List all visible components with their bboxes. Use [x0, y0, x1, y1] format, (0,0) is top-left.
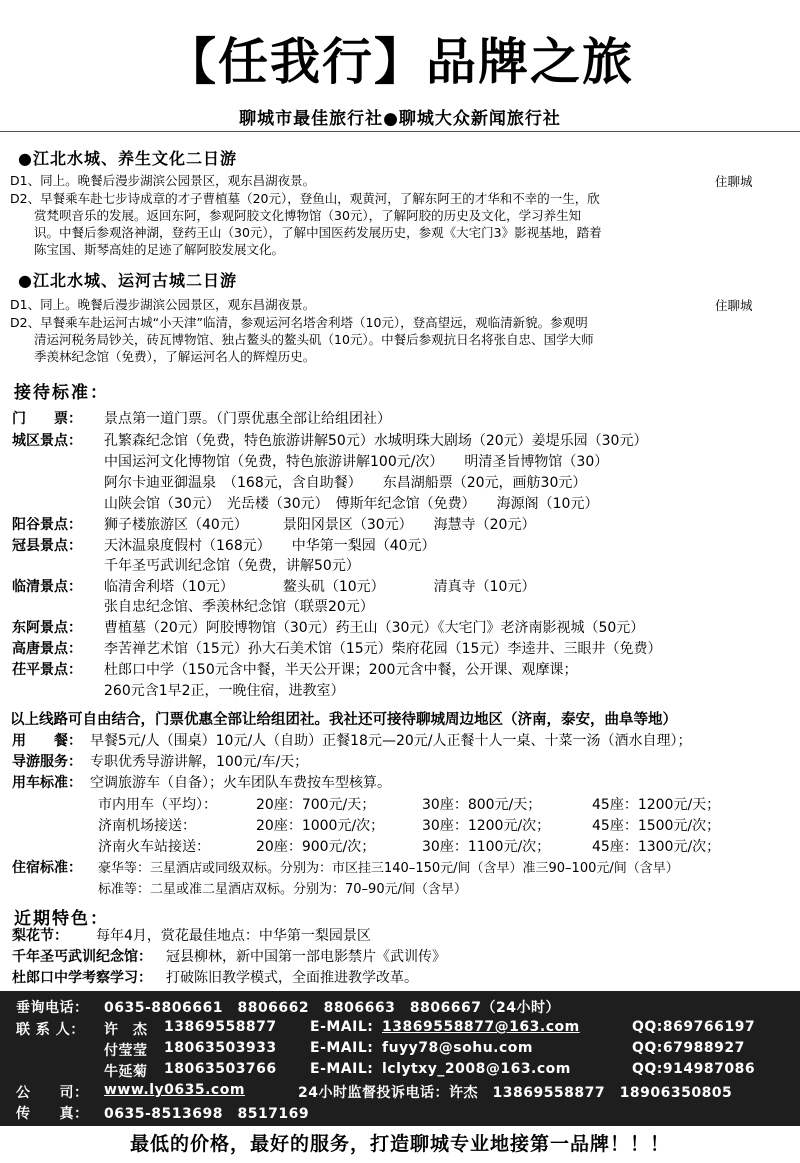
vehicle-row-city-name: 市内用车（平均）：: [98, 797, 217, 813]
linqing-line-1: 临清舍利塔（10元） 鳌头矶（10元） 清真寺（10元）: [104, 579, 536, 595]
contact-3-email[interactable]: lclytxy_2008@163.com: [382, 1061, 571, 1077]
feature-2-label: 千年圣丐武训纪念馆：: [12, 949, 152, 965]
meals-text: 早餐5元/人（围桌）10元/人（自助）正餐18元—20元/人正餐十人一桌、十菜一汤（酒水自理）；: [90, 733, 692, 749]
contact-3-email-label: E-MAIL:: [310, 1061, 374, 1077]
combination-note: 以上线路可自由结合，门票优惠全部让给组团社。我社还可接待聊城周边地区（济南，泰安，曲阜等地）: [10, 712, 677, 728]
tour-2-line-1: D1、同上。晚餐后漫步湖滨公园景区，观东昌湖夜景。: [10, 297, 316, 312]
tour-1-line-4: 识。中餐后参观洛神湖，登药王山（30元），了解中国医药发展历史，参观《大宅门3》影视基地，踏着: [34, 225, 602, 240]
tour-1-stay-note: 住聊城: [715, 174, 753, 189]
contact-3-qq: QQ:914987086: [632, 1061, 756, 1077]
guanxian-label: 冠县景点：: [12, 538, 82, 554]
contact-2-email[interactable]: fuyy78@sohu.com: [382, 1040, 533, 1056]
city-sights-line-2: 中国运河文化博物馆（免费，特色旅游讲解100元/次） 明清圣旨博物馆（30）: [104, 454, 609, 470]
tour-1-line-5: 陈宝国、斯琴高娃的足迹了解阿胶发展文化。: [34, 242, 285, 257]
hotel-label: 住宿标准：: [12, 860, 82, 876]
vehicle-row-station-30: 30座：1100元/次；: [422, 839, 551, 855]
linqing-label: 临清景点：: [12, 579, 82, 595]
vehicle-row-station-45: 45座：1300元/次；: [592, 839, 721, 855]
linqing-line-2: 张自忠纪念馆、季羡林纪念馆（联票20元）: [104, 599, 374, 615]
hotel-line-1: 豪华等：三星酒店或同级双标。分别为：市区挂三140–150元/间（含早）准三90–100元/间（含早）: [98, 861, 679, 876]
fax-label: 传 真：: [16, 1106, 89, 1122]
feature-1-text: 每年4月，赏花最佳地点：中华第一梨园景区: [96, 928, 371, 944]
vehicle-row-station-20: 20座：900元/次；: [256, 839, 376, 855]
feature-3-label: 杜郎口中学考察学习：: [12, 970, 152, 986]
tour-2-stay-note: 住聊城: [715, 298, 753, 313]
contact-2-name: 付莹莹: [104, 1043, 148, 1059]
city-sights-line-4: 山陕会馆（30元） 光岳楼（30元） 傅斯年纪念馆（免费） 海源阁（10元）: [104, 496, 599, 512]
vehicle-row-airport-name: 济南机场接送：: [98, 818, 196, 834]
vehicle-row-airport-20: 20座：1000元/次；: [256, 818, 385, 834]
guide-label: 导游服务：: [12, 754, 82, 770]
gaotang-text: 李苦禅艺术馆（15元）孙大石美术馆（15元）柴府花园（15元）李逵井、三眼井（免费）: [104, 641, 662, 657]
tour-1-line-1: D1、同上。晚餐后漫步湖滨公园景区，观东昌湖夜景。: [10, 173, 316, 188]
feature-3-text: 打破陈旧教学模式，全面推进教学改革。: [166, 970, 418, 986]
tour-2-title: ●江北水城、运河古城二日游: [18, 271, 237, 290]
vehicle-text: 空调旅游车（自备）；火车团队车费按车型核算。: [90, 775, 391, 791]
contact-3-phone: 18063503766: [164, 1061, 277, 1077]
hotline-label: 垂询电话：: [16, 1000, 89, 1016]
tour-1-line-2: D2、早餐乘车赴七步诗成章的才子曹植墓（20元），登鱼山，观黄河，了解东阿王的才华和不幸的一生，欣: [10, 191, 600, 206]
tour-2-line-3: 清运河税务局钞关，砖瓦博物馆、独占鳌头的鳌头矶（10元）。中餐后参观抗日名将张自忠、国学大师: [34, 332, 594, 347]
contact-2-email-label: E-MAIL:: [310, 1040, 374, 1056]
tickets-label: 门 票：: [12, 411, 82, 427]
vehicle-row-airport-45: 45座：1500元/次；: [592, 818, 721, 834]
complaint-hotline: 24小时监督投诉电话：许杰 13869558877 18906350805: [298, 1085, 733, 1101]
chiping-line-2: 260元含1早2正，一晚住宿，进教室）: [104, 683, 345, 699]
contact-panel: [0, 991, 800, 1126]
features-heading: 近期特色：: [14, 909, 109, 929]
header: [0, 0, 800, 132]
tickets-text: 景点第一道门票。（门票优惠全部让给组团社）: [104, 411, 391, 427]
company-label: 公 司：: [16, 1085, 89, 1101]
donge-text: 曹植墓（20元）阿胶博物馆（30元）药王山（30元）《大宅门》老济南影视城（50元）: [104, 620, 645, 636]
vehicle-row-airport-30: 30座：1200元/次；: [422, 818, 551, 834]
contact-1-phone: 13869558877: [164, 1019, 277, 1035]
tour-2-line-4: 季羡林纪念馆（免费），了解运河名人的辉煌历史。: [34, 349, 316, 364]
city-sights-label: 城区景点：: [12, 433, 82, 449]
donge-label: 东阿景点：: [12, 620, 82, 636]
gaotang-label: 高唐景点：: [12, 641, 82, 657]
company-website-link[interactable]: www.ly0635.com: [104, 1082, 245, 1098]
chiping-label: 茌平景点：: [12, 662, 82, 678]
yanggu-text: 狮子楼旅游区（40元） 景阳冈景区（30元） 海慧寺（20元）: [104, 517, 536, 533]
hotline-numbers: 0635-8806661 8806662 8806663 8806667（24小时）: [104, 1000, 561, 1016]
brand-title: 【任我行】品牌之旅: [166, 32, 634, 91]
fax-numbers: 0635-8513698 8517169: [104, 1106, 310, 1122]
meals-label: 用 餐：: [12, 733, 82, 749]
vehicle-row-city-45: 45座：1200元/天；: [592, 797, 721, 813]
contact-1-name: 许 杰: [104, 1022, 148, 1038]
contact-2-qq: QQ:67988927: [632, 1040, 745, 1056]
contacts-label: 联 系 人：: [16, 1022, 85, 1038]
vehicle-row-station-name: 济南火车站接送：: [98, 839, 210, 855]
contact-1-email[interactable]: 13869558877@163.com: [382, 1019, 580, 1035]
city-sights-line-1: 孔繁森纪念馆（免费，特色旅游讲解50元）水城明珠大剧场（20元）姜堤乐园（30元）: [104, 433, 648, 449]
hotel-line-2: 标准等：二星或准二星酒店双标。分别为：70–90元/间（含早）: [98, 882, 467, 897]
guanxian-line-2: 千年圣丐武训纪念馆（免费，讲解50元）: [104, 558, 360, 574]
vehicle-label: 用车标准：: [12, 775, 82, 791]
agency-names: 聊城市最佳旅行社●聊城大众新闻旅行社: [239, 109, 561, 129]
vehicle-row-city-30: 30座：800元/天；: [422, 797, 542, 813]
contact-1-email-label: E-MAIL:: [310, 1019, 374, 1035]
chiping-line-1: 杜郎口中学（150元含中餐，半天公开课；200元含中餐，公开课、观摩课；: [104, 662, 578, 678]
guide-text: 专职优秀导游讲解，100元/车/天；: [90, 754, 309, 770]
contact-2-phone: 18063503933: [164, 1040, 277, 1056]
tour-2-line-2: D2、早餐乘车赴运河古城“小天津”临清，参观运河名塔舍利塔（10元），登高望远，观临清新貌。参观明: [10, 315, 588, 330]
city-sights-line-3: 阿尔卡迪亚御温泉 （168元，含自助餐） 东昌湖船票（20元，画舫30元）: [104, 475, 587, 491]
slogan: 最低的价格，最好的服务，打造聊城专业地接第一品牌！！！: [129, 1133, 670, 1155]
feature-1-label: 梨花节：: [12, 928, 68, 944]
guanxian-line-1: 天沐温泉度假村（168元） 中华第一梨园（40元）: [104, 538, 436, 554]
feature-2-text: 冠县柳林，新中国第一部电影禁片《武训传》: [166, 949, 446, 965]
tour-1-title: ●江北水城、养生文化二日游: [18, 149, 237, 168]
contact-1-qq: QQ:869766197: [632, 1019, 756, 1035]
vehicle-row-city-20: 20座：700元/天；: [256, 797, 376, 813]
yanggu-label: 阳谷景点：: [12, 517, 82, 533]
tour-1-line-3: 赏梵呗音乐的发展。返回东阿，参观阿胶文化博物馆（30元），了解阿胶的历史及文化，学习养生知: [34, 208, 582, 223]
contact-3-name: 牛延菊: [104, 1064, 148, 1080]
standards-heading: 接待标准：: [14, 383, 109, 403]
